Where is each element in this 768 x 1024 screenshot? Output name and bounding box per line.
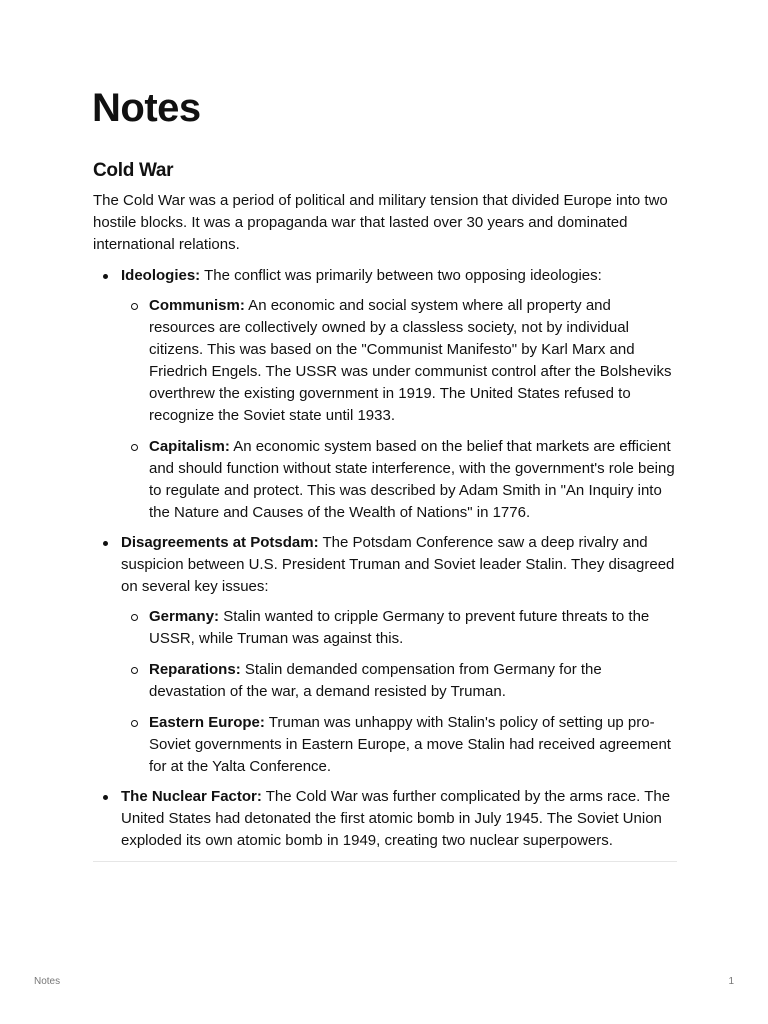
bullet-circle-icon <box>131 720 138 727</box>
bullet-circle-icon <box>131 667 138 674</box>
bullet-potsdam <box>93 532 677 778</box>
sub-bullet-text: An economic and social system where all property and resources are collectively owned by a classless society, not by individual citizens. This was based on the "Communist Manifesto" by Karl Marx and Friedrich Engels. The USSR was under communist control after the Bolsheviks overthrew the existing government in 1919. The United States refused to recognize the Soviet state until 1933. <box>149 297 672 424</box>
bullet-text: The Cold War was further complicated by the arms race. The United States had detonated the first atomic bomb in July 1945. The Soviet Union exploded its own atomic bomb in 1949, creating two nuclear superpowers. <box>121 788 671 849</box>
page-title: Notes <box>92 86 201 130</box>
bullet-circle-icon <box>131 303 138 310</box>
intro-paragraph: The Cold War was a period of political and military tension that divided Europe into two hostile blocks. It was a propaganda war that lasted over 30 years and dominated international relations. <box>93 192 668 253</box>
bullet-label: The Nuclear Factor: <box>121 788 262 805</box>
bullet-circle-icon <box>131 614 138 621</box>
bullet-label: Ideologies: <box>121 267 201 284</box>
page-number: 1 <box>728 976 734 987</box>
sub-bullet-reparations <box>121 659 677 703</box>
sub-bullet-label: Germany: <box>149 608 220 625</box>
bullet-text: The Potsdam Conference saw a deep rivalry and suspicion between U.S. President Truman and Soviet leader Stalin. They disagreed on several key issues: <box>121 534 675 595</box>
sub-bullet-text: Stalin wanted to cripple Germany to prevent future threats to the USSR, while Truman was against this. <box>149 608 650 647</box>
bullet-disc-icon <box>103 274 108 279</box>
bullet-ideologies <box>93 265 677 524</box>
footer-title: Notes <box>34 976 61 987</box>
sub-bullet-label: Eastern Europe: <box>149 714 265 731</box>
sub-bullet-text: An economic system based on the belief that markets are efficient and should function without state interference, with the government's role being to regulate and protect. This was described by Adam Smith in "An Inquiry into the Nature and Causes of the Wealth of Nations" in 1776. <box>149 438 675 521</box>
sub-bullet-eastern-europe <box>121 712 677 778</box>
bullet-text: The conflict was primarily between two opposing ideologies: <box>200 267 602 284</box>
sub-bullet-text: Truman was unhappy with Stalin's policy of setting up pro-Soviet governments in Eastern Europe, a move Stalin had received agreement for at the Yalta Conference. <box>149 714 671 775</box>
sub-bullet-text: Stalin demanded compensation from Germany for the devastation of the war, a demand resisted by Truman. <box>149 661 602 700</box>
sub-bullet-label: Capitalism: <box>149 438 230 455</box>
sub-bullet-label: Communism: <box>149 297 245 314</box>
bullet-disc-icon <box>103 541 108 546</box>
section-heading: Cold War <box>93 160 174 181</box>
sub-bullet-communism <box>121 295 677 427</box>
divider <box>93 861 677 862</box>
sub-list <box>121 295 677 524</box>
bullet-nuclear-factor <box>93 786 677 852</box>
bullet-disc-icon <box>103 795 108 800</box>
sub-bullet-label: Reparations: <box>149 661 241 678</box>
bullet-list <box>93 265 677 852</box>
bullet-label: Disagreements at Potsdam: <box>121 534 319 551</box>
sub-bullet-capitalism <box>121 436 677 524</box>
notes-content <box>93 158 677 862</box>
bullet-circle-icon <box>131 444 138 451</box>
sub-bullet-germany <box>121 606 677 650</box>
sub-list <box>121 606 677 778</box>
